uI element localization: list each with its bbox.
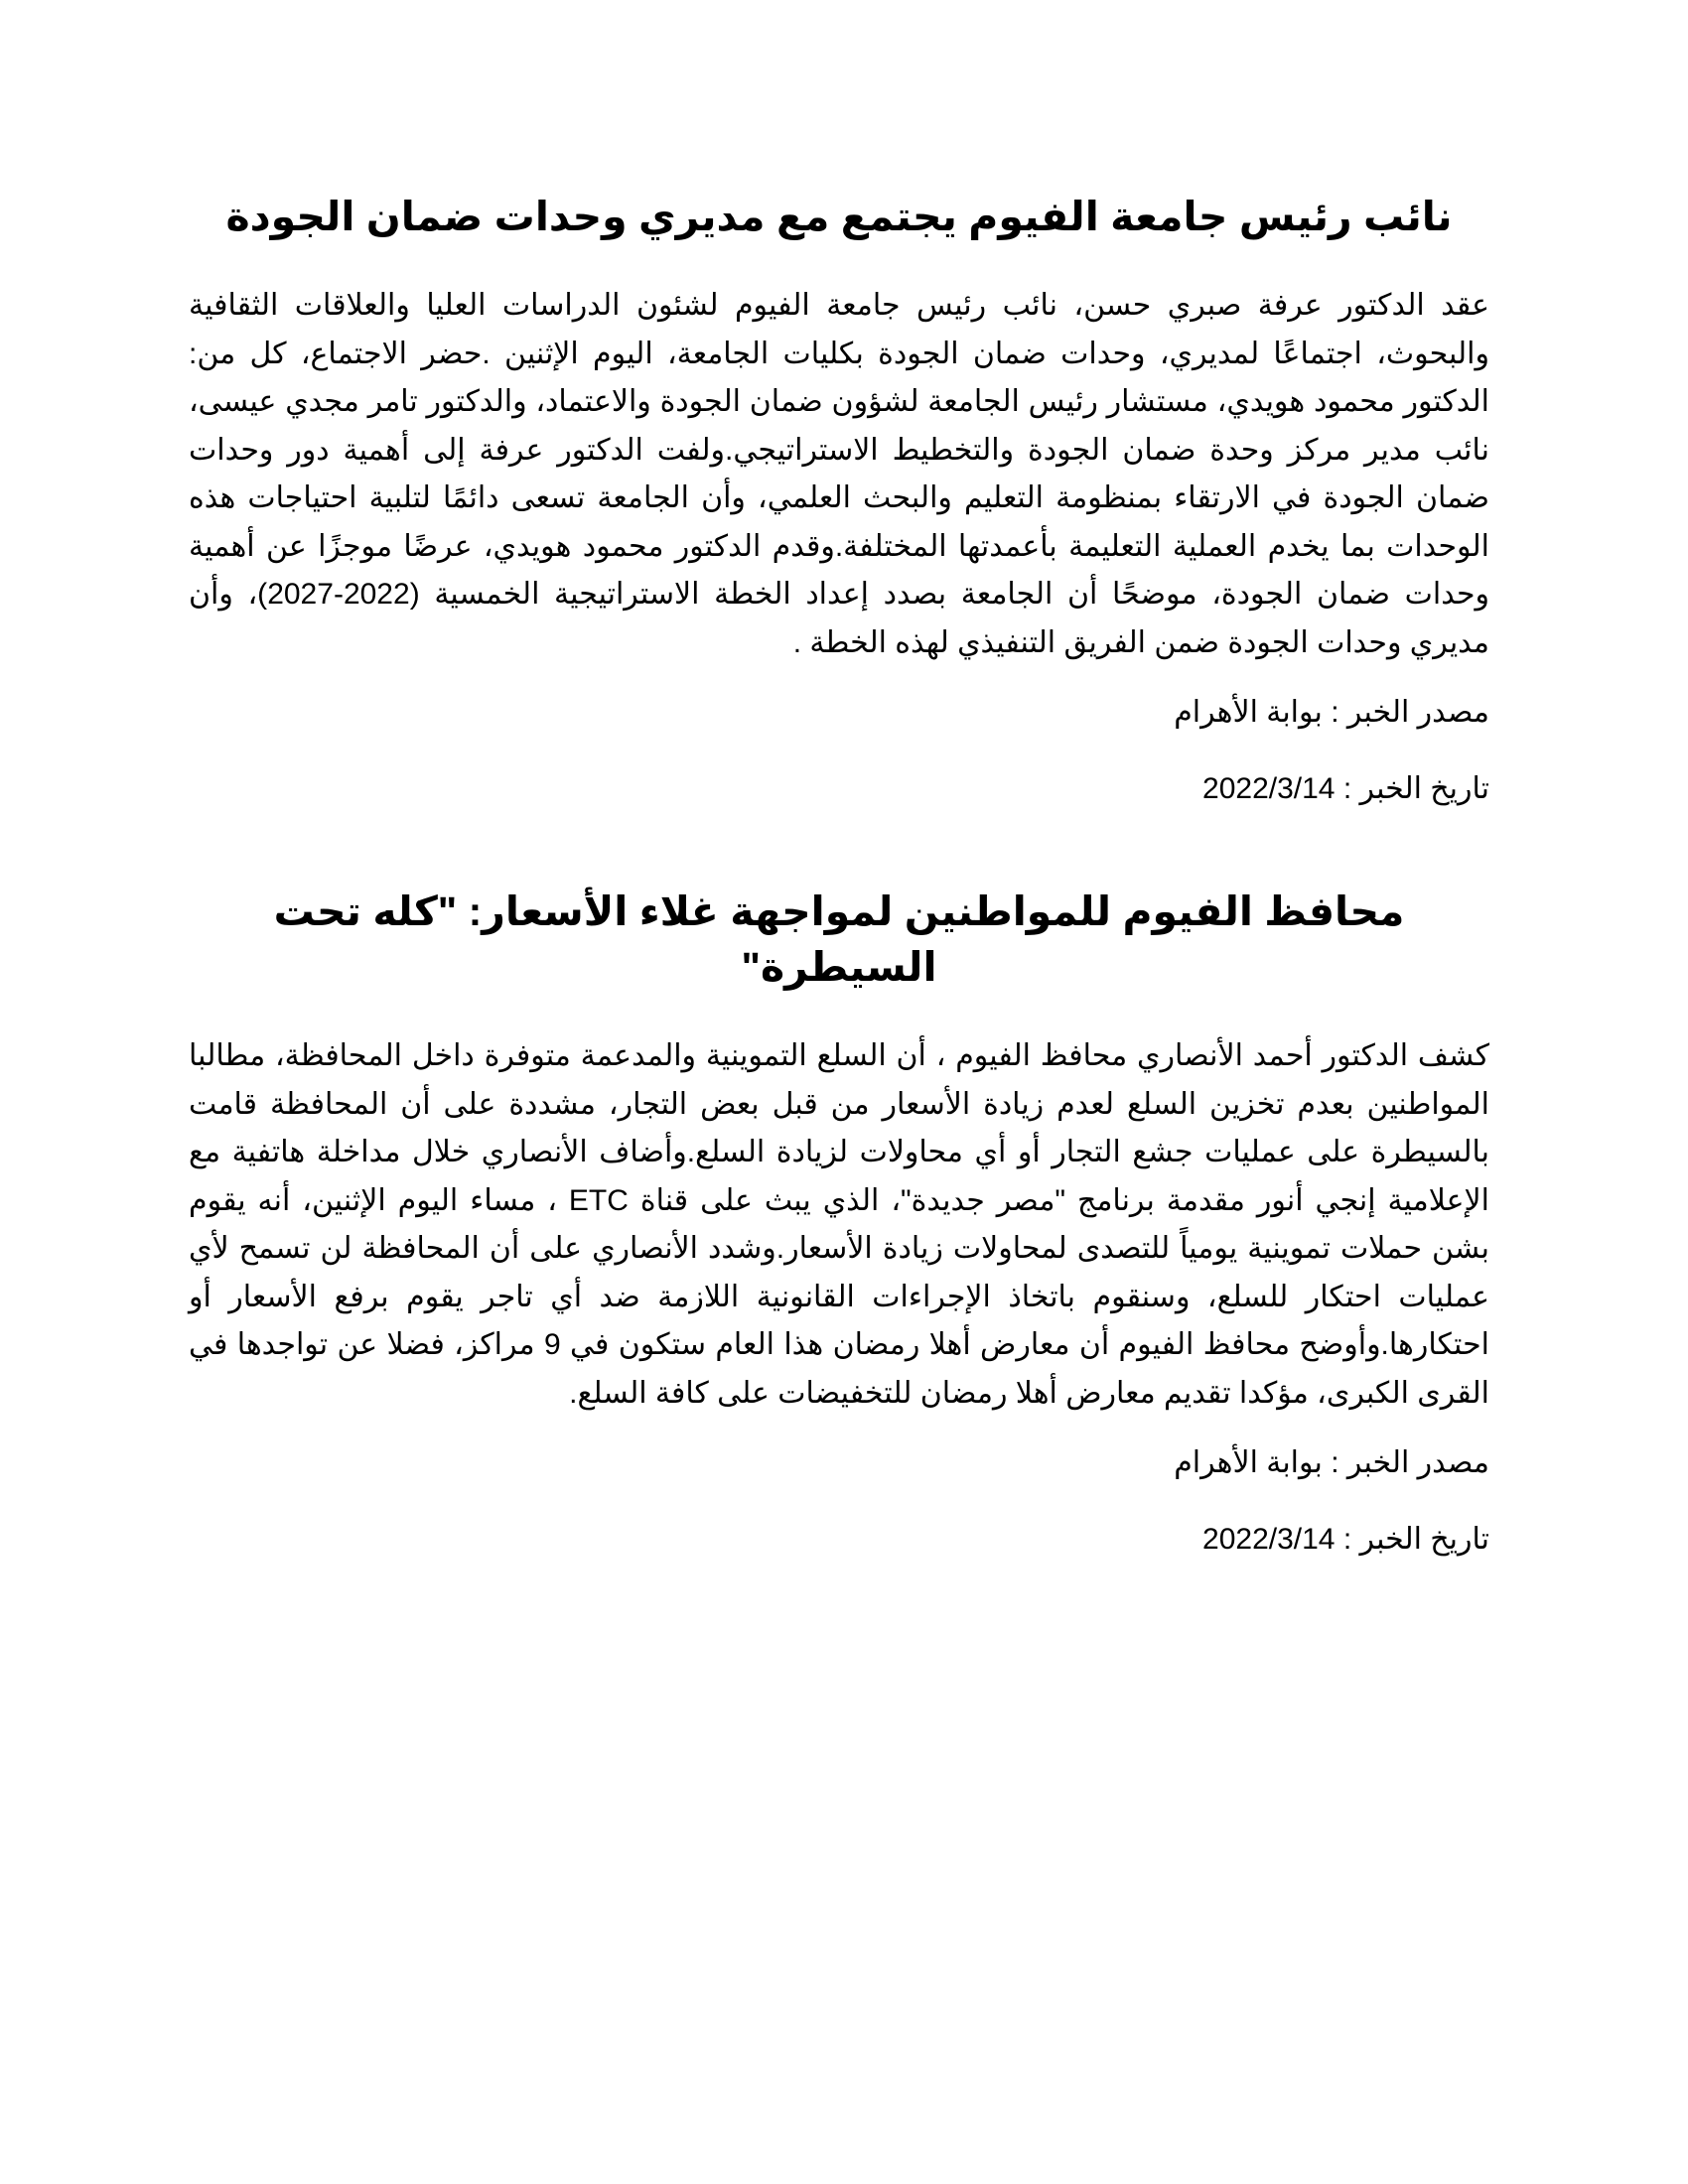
- news-article: [189, 884, 1489, 1564]
- article-source: [189, 1439, 1489, 1488]
- date-separator: :: [1335, 1522, 1352, 1556]
- source-value: بوابة الأهرام: [1174, 1446, 1323, 1479]
- source-separator: :: [1322, 696, 1339, 729]
- date-value: 2022/3/14: [1202, 771, 1336, 805]
- source-value: بوابة الأهرام: [1174, 696, 1323, 729]
- article-source: [189, 689, 1489, 738]
- news-article: [189, 189, 1489, 813]
- source-label: مصدر الخبر: [1346, 1446, 1489, 1479]
- article-date: [189, 765, 1489, 814]
- date-separator: :: [1335, 771, 1352, 805]
- source-label: مصدر الخبر: [1346, 696, 1489, 729]
- date-label: تاريخ الخبر: [1359, 771, 1489, 805]
- date-value: 2022/3/14: [1202, 1522, 1336, 1556]
- article-headline: محافظ الفيوم للمواطنين لمواجهة غلاء الأسعار: "كله تحت السيطرة": [273, 888, 1405, 990]
- article-body: عقد الدكتور عرفة صبري حسن، نائب رئيس جامعة الفيوم لشئون الدراسات العليا والعلاقات الثقافية والبحوث، اجتماعًا لمديري، وحدات ضمان الجودة بكليات الجامعة، اليوم الإثنين .حضر الاجتماع، كل من: الدكتور محمود هويدي، مستشار رئيس الجامعة لشؤون ضمان الجودة والاعتماد، والدكتور تامر مجدي عيسى، نائب مدير مركز وحدة ضمان الجودة والتخطيط الاستراتيجي.ولفت الدكتور عرفة إلى أهمية دور وحدات ضمان الجودة في الارتقاء بمنظومة التعليم والبحث العلمي، وأن الجامعة تسعى دائمًا لتلبية احتياجات هذه الوحدات بما يخدم العملية التعليمة بأعمدتها المختلفة.وقدم الدكتور محمود هويدي، عرضًا موجزًا عن أهمية وحدات ضمان الجودة، موضحًا أن الجامعة بصدد إعداد الخطة الاستراتيجية الخمسية (2022-2027)، وأن مديري وحدات الجودة ضمن الفريق التنفيذي لهذه الخطة .: [189, 289, 1489, 659]
- article-body: كشف الدكتور أحمد الأنصاري محافظ الفيوم ، أن السلع التموينية والمدعمة متوفرة داخل المحافظة، مطالبا المواطنين بعدم تخزين السلع لعدم زيادة الأسعار من قبل بعض التجار، مشددة على أن المحافظة قامت بالسيطرة على عمليات جشع التجار أو أي محاولات لزيادة السلع.وأضاف الأنصاري خلال مداخلة هاتفية مع الإعلامية إنجي أنور مقدمة برنامج "مصر جديدة"، الذي يبث على قناة ETC ، مساء اليوم الإثنين، أنه يقوم بشن حملات تموينية يومياً للتصدى لمحاولات زيادة الأسعار.وشدد الأنصاري على أن المحافظة لن تسمح لأي عمليات احتكار للسلع، وسنقوم باتخاذ الإجراءات القانونية اللازمة ضد أي تاجر يقوم برفع الأسعار أو احتكارها.وأوضح محافظ الفيوم أن معارض أهلا رمضان هذا العام ستكون في 9 مراكز، فضلا عن تواجدها في القرى الكبرى، مؤكدا تقديم معارض أهلا رمضان للتخفيضات على كافة السلع.: [189, 1039, 1489, 1410]
- article-date: [189, 1516, 1489, 1565]
- date-label: تاريخ الخبر: [1359, 1522, 1489, 1556]
- source-separator: :: [1322, 1446, 1339, 1479]
- article-headline: نائب رئيس جامعة الفيوم يجتمع مع مديري وحدات ضمان الجودة: [225, 194, 1453, 239]
